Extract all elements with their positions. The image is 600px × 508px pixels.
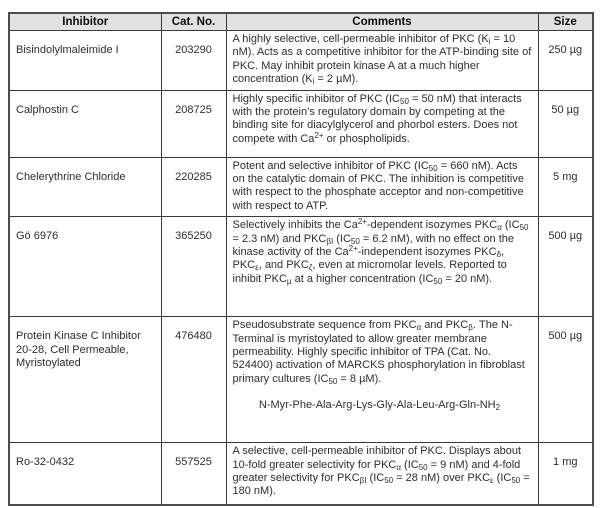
cat-no-cell: 203290 xyxy=(161,31,226,91)
cat-no-cell: 220285 xyxy=(161,157,226,217)
inhibitor-cell: Calphostin C xyxy=(9,90,161,157)
cat-no-cell: 557525 xyxy=(161,443,226,505)
cat-no-cell: 208725 xyxy=(161,90,226,157)
table-body xyxy=(9,31,593,505)
comments-text: Highly specific inhibitor of PKC ($IC_{50} = 50$ nM) that interacts with the protein’s regulatory domain by competing at the binding site for diacylglycerol and phorbol esters. Does not compete with $Ca^{2+}$ or phospholipids. xyxy=(232,92,522,145)
inhibitor-cell: Protein Kinase C Inhibitor 20-28, Cell Permeable, Myristoylated xyxy=(9,317,161,443)
comments-text: Selectively inhibits the $Ca^{2+}$-dependent isozymes $PKC_\alpha$ ($IC_{50} = 2.3$ nM) and $PKC_{\beta I}$ ($IC_{50} = 6.2$ nM), with no effect on the kinase activity of the $Ca^{2+}$-independent isozymes $PKC_\delta$, $PKC_\varepsilon$, and $PKC_\zeta$, even at micromolar levels. Reported to inhibit $PKC_\mu$ at a higher concentration ($IC_{50} = 20$ nM). xyxy=(232,217,529,286)
size-cell: 5 mg xyxy=(538,157,593,217)
comments-cell xyxy=(226,217,538,317)
comments-cell xyxy=(226,90,538,157)
column-header-cat_no: Cat. No. xyxy=(161,13,226,31)
comments-cell xyxy=(226,317,538,443)
table-row xyxy=(9,443,593,505)
comments-text: A selective, cell-permeable inhibitor of PKC. Displays about 10-fold greater selectivity for $PKC_\alpha$ ($IC_{50} = 9$ nM) and 4-fold greater selectivity for $PKC_{\beta I}$ ($IC_{50} = 28$ nM) over $PKC_\varepsilon$ ($IC_{50} = 180$ nM). xyxy=(232,445,530,498)
header-row xyxy=(9,13,593,31)
inhibitor-table xyxy=(8,12,594,506)
inhibitor-cell: Ro-32-0432 xyxy=(9,443,161,505)
table-row xyxy=(9,317,593,443)
comments-text: Potent and selective inhibitor of PKC ($IC_{50} = 660$ nM). Acts on the catalytic domain of PKC. The inhibition is competitive with respect to the phosphate acceptor and non-competitive with respect to ATP. xyxy=(232,159,524,212)
comments-cell xyxy=(226,157,538,217)
size-cell: 500 µg xyxy=(538,217,593,317)
comments-text: Pseudosubstrate sequence from $PKC_\alpha$ and $PKC_\beta$. The N-Terminal is myristoylated to allow greater membrane permeability. Highly specific inhibitor of TPA (Cat. No. 524400) activation of MARCKS phosphorylation in fibroblast primary cultures ($IC_{50} = 8$ µM). xyxy=(232,319,525,386)
inhibitor-cell: Chelerythrine Chloride xyxy=(9,157,161,217)
table-row xyxy=(9,90,593,157)
size-cell: 250 µg xyxy=(538,31,593,91)
cat-no-cell: 476480 xyxy=(161,317,226,443)
inhibitor-cell: Bisindolylmaleimide I xyxy=(9,31,161,91)
comments-text: A highly selective, cell-permeable inhibitor of PKC ($K_i = 10$ nM). Acts as a competitive inhibitor for the ATP-binding site of PKC. May inhibit protein kinase A at a much higher concentration ($K_i = 2$ µM). xyxy=(232,33,532,87)
column-header-size: Size xyxy=(538,13,593,31)
peptide-sequence: $N-Myr-Phe-Ala-Arg-Lys-Gly-Ala-Leu-Arg-Gln-NH_2$ xyxy=(258,399,501,413)
size-cell: 1 mg xyxy=(538,443,593,505)
table-row xyxy=(9,157,593,217)
column-header-comments: Comments xyxy=(226,13,538,31)
table-row xyxy=(9,217,593,317)
column-header-inhibitor: Inhibitor xyxy=(9,13,161,31)
comments-cell xyxy=(226,31,538,91)
table-row xyxy=(9,31,593,91)
inhibitor-cell: Gö 6976 xyxy=(9,217,161,317)
size-cell: 500 µg xyxy=(538,317,593,443)
cat-no-cell: 365250 xyxy=(161,217,226,317)
size-cell: 50 µg xyxy=(538,90,593,157)
comments-cell xyxy=(226,443,538,505)
